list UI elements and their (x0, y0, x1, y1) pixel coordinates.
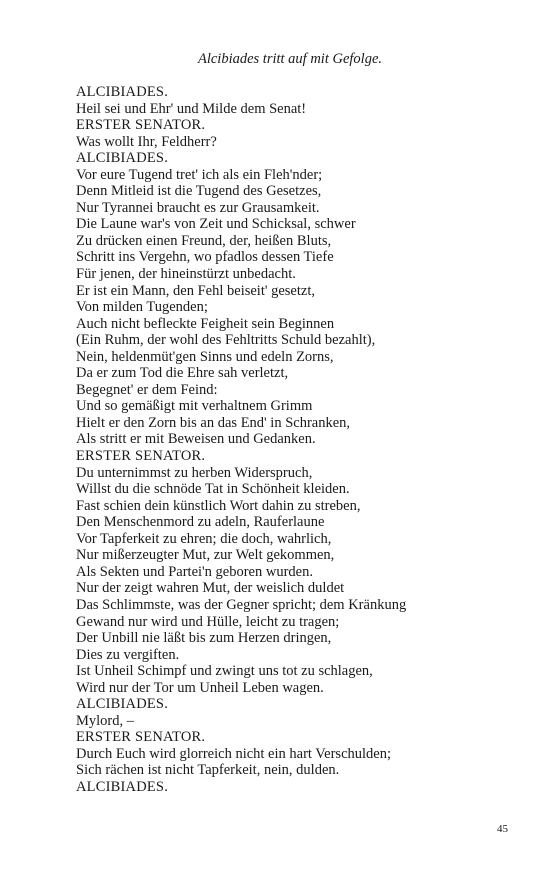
verse-line: Durch Euch wird glorreich nicht ein hart Verschulden; (76, 745, 392, 762)
verse-line: Denn Mitleid ist die Tugend des Gesetzes, (76, 183, 322, 200)
verse-line: Was wollt Ihr, Feldherr? (76, 133, 217, 150)
verse-line: Das Schlimmste, was der Gegner spricht; dem Kränkung (76, 596, 407, 613)
page-number: 45 (497, 823, 508, 835)
speaker-name: ALCIBIADES. (76, 778, 169, 795)
verse-line: Gewand nur wird und Hülle, leicht zu tragen; (76, 613, 340, 630)
speaker-name: ALCIBIADES. (76, 150, 169, 167)
verse-line: Begegnet' er dem Feind: (76, 381, 218, 398)
verse-line: Die Laune war's von Zeit und Schicksal, schwer (76, 216, 356, 233)
verse-line: Willst du die schnöde Tat in Schönheit kleiden. (76, 481, 350, 498)
speaker-name: ALCIBIADES. (76, 84, 169, 100)
verse-line: Da er zum Tod die Ehre sah verletzt, (76, 365, 289, 382)
verse-line: Er ist ein Mann, den Fehl beiseit' gesetzt, (76, 282, 315, 299)
speaker-name: ERSTER SENATOR. (76, 729, 206, 746)
verse-line: Zu drücken einen Freund, der, heißen Bluts, (76, 232, 332, 249)
verse-line: Vor Tapferkeit zu ehren; die doch, wahrlich, (76, 530, 332, 547)
verse-line: Wird nur der Tor um Unheil Leben wagen. (76, 679, 324, 696)
speaker-name: ERSTER SENATOR. (76, 117, 206, 134)
verse-line: Den Menschenmord zu adeln, Rauferlaune (76, 514, 325, 531)
verse-line: Vor eure Tugend tret' ich als ein Fleh'nder; (76, 166, 323, 183)
verse-line: Nein, heldenmüt'gen Sinns und edeln Zorns, (76, 348, 334, 365)
verse-line: Nur der zeigt wahren Mut, der weislich duldet (76, 580, 345, 597)
verse-line: Dies zu vergiften. (76, 646, 180, 663)
verse-line: Als Sekten und Partei'n geboren wurden. (76, 563, 313, 580)
verse-line: Du unternimmst zu herben Widerspruch, (76, 464, 313, 481)
verse-line: Hielt er den Zorn bis an das End' in Schranken, (76, 414, 351, 431)
verse-line: (Ein Ruhm, der wohl des Fehltritts Schuld bezahlt), (76, 332, 376, 349)
speaker-name: ALCIBIADES. (76, 696, 169, 713)
verse-line: Und so gemäßigt mit verhaltnem Grimm (76, 398, 313, 415)
stage-direction: Alcibiades tritt auf mit Gefolge. (197, 51, 383, 67)
verse-line: Als stritt er mit Beweisen und Gedanken. (76, 431, 316, 448)
verse-line: Heil sei und Ehr' und Milde dem Senat! (76, 100, 307, 117)
play-text (76, 84, 516, 796)
verse-line: Auch nicht befleckte Feigheit sein Beginnen (76, 315, 335, 332)
verse-line: Mylord, – (76, 712, 134, 729)
verse-line: Von milden Tugenden; (76, 299, 208, 316)
verse-line: Fast schien dein künstlich Wort dahin zu streben, (76, 497, 361, 514)
verse-line: Schritt ins Vergehn, wo pfadlos dessen Tiefe (76, 249, 334, 266)
verse-line: Nur mißerzeugter Mut, zur Welt gekommen, (76, 547, 335, 564)
verse-line: Sich rächen ist nicht Tapferkeit, nein, dulden. (76, 762, 340, 779)
speaker-name: ERSTER SENATOR. (76, 448, 206, 465)
verse-line: Für jenen, der hineinstürzt unbedacht. (76, 266, 296, 283)
verse-line: Der Unbill nie läßt bis zum Herzen dringen, (76, 630, 332, 647)
verse-line: Ist Unheil Schimpf und zwingt uns tot zu schlagen, (76, 663, 373, 680)
verse-line: Nur Tyrannei braucht es zur Grausamkeit. (76, 199, 320, 216)
